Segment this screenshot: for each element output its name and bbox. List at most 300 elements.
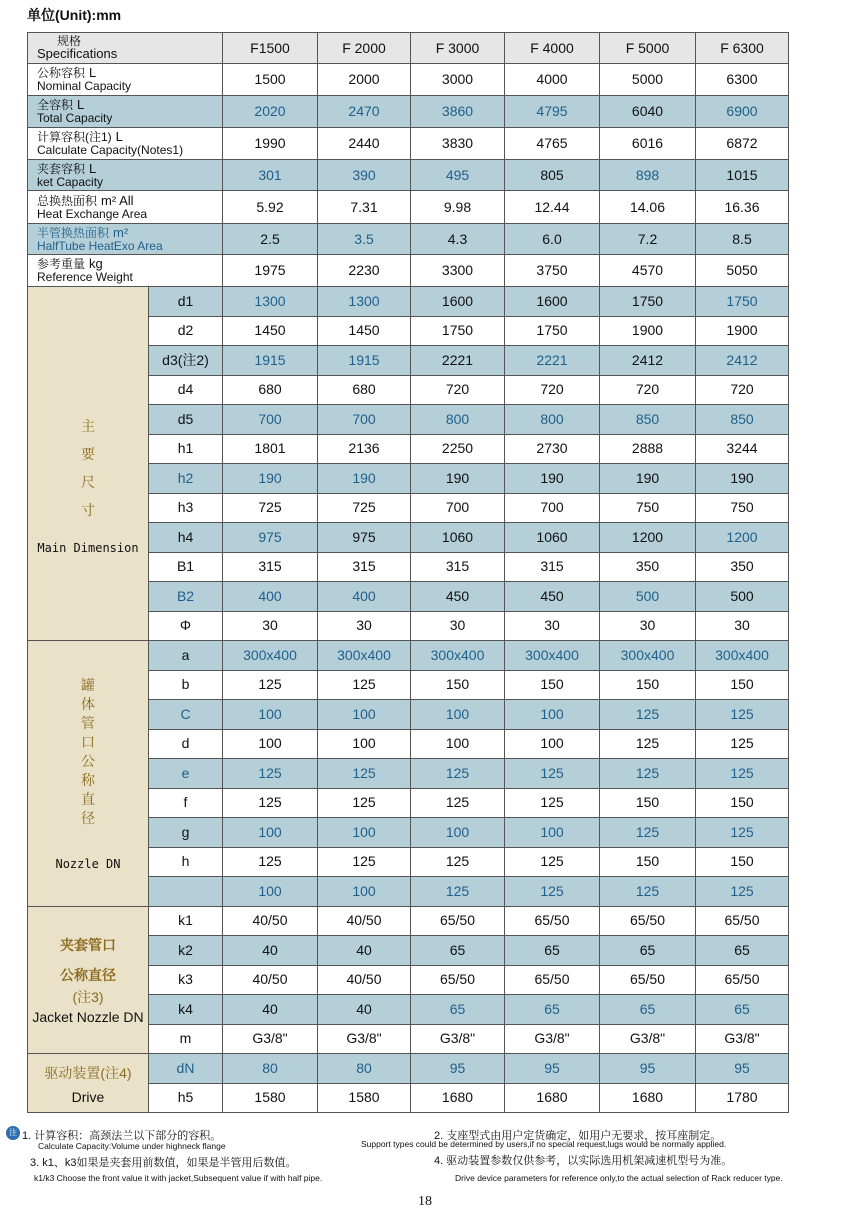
value-cell: 2221 — [505, 346, 600, 376]
value-cell: 2020 — [223, 96, 318, 128]
main-dimension-zh-char: 尺 — [81, 474, 95, 491]
main-dimension-zh-char: 主 — [81, 418, 95, 435]
value-cell: 300x400 — [411, 641, 505, 671]
value-cell: 400 — [223, 582, 318, 612]
jacket-key: k2 — [149, 936, 223, 966]
value-cell: 850 — [696, 405, 789, 435]
value-cell: 720 — [411, 375, 505, 405]
model-header: F 6300 — [696, 33, 789, 64]
spec-label — [28, 255, 223, 287]
value-cell: 30 — [505, 611, 600, 641]
value-cell: 40/50 — [318, 906, 411, 936]
value-cell: 3860 — [411, 96, 505, 128]
value-cell: 1060 — [411, 523, 505, 553]
value-cell: 16.36 — [696, 191, 789, 224]
spec-label — [28, 224, 223, 255]
value-cell: 190 — [696, 464, 789, 494]
value-cell: 125 — [318, 670, 411, 700]
value-cell: 65/50 — [696, 965, 789, 995]
jacket-group-label — [28, 906, 149, 1054]
value-cell: 65 — [505, 936, 600, 966]
spec-label-en: HalfTube HeatExo Area — [37, 238, 163, 253]
value-cell: 700 — [318, 405, 411, 435]
value-cell: 1580 — [318, 1083, 411, 1113]
value-cell: 125 — [318, 759, 411, 789]
value-cell: 65 — [411, 936, 505, 966]
value-cell: 125 — [223, 847, 318, 877]
value-cell: 1750 — [411, 316, 505, 346]
value-cell: 1975 — [223, 255, 318, 287]
value-cell: 150 — [696, 670, 789, 700]
spec-label-en: Reference Weight — [37, 270, 133, 285]
main-dimension-en: Main Dimension — [37, 541, 139, 556]
value-cell: 80 — [223, 1054, 318, 1084]
specification-table — [27, 32, 789, 1113]
spec-unit: L — [89, 65, 97, 81]
value-cell: 3.5 — [318, 224, 411, 255]
value-cell: 680 — [223, 375, 318, 405]
note-2-zh: 2. 支座型式由用户定货确定，如用户无要求，按耳座制定。 — [434, 1130, 722, 1142]
value-cell: 350 — [696, 552, 789, 582]
value-cell: 150 — [411, 670, 505, 700]
value-cell: G3/8" — [223, 1024, 318, 1054]
value-cell: 125 — [505, 847, 600, 877]
value-cell: 2470 — [318, 96, 411, 128]
value-cell: 1450 — [223, 316, 318, 346]
value-cell: 700 — [223, 405, 318, 435]
spec-label-en: ket Capacity — [37, 174, 104, 189]
main_dimension-key: d5 — [149, 405, 223, 435]
value-cell: 2888 — [600, 434, 696, 464]
jacket-zh-line1: 夹套管口 — [60, 937, 116, 954]
value-cell: 150 — [505, 670, 600, 700]
value-cell: 65/50 — [411, 906, 505, 936]
model-header: F1500 — [223, 33, 318, 64]
drive-key: dN — [149, 1054, 223, 1084]
value-cell: 190 — [505, 464, 600, 494]
value-cell: 2000 — [318, 64, 411, 96]
value-cell: 301 — [223, 160, 318, 191]
value-cell: 2221 — [411, 346, 505, 376]
value-cell: 125 — [318, 788, 411, 818]
nozzle-zh-char: 径 — [81, 809, 95, 826]
spec-unit: L — [89, 160, 97, 176]
main_dimension-key: d4 — [149, 375, 223, 405]
value-cell: 125 — [696, 700, 789, 730]
spec-label-zh — [37, 130, 222, 144]
value-cell: 3300 — [411, 255, 505, 287]
value-cell: 300x400 — [505, 641, 600, 671]
nozzle-key: h — [149, 847, 223, 877]
value-cell: 3244 — [696, 434, 789, 464]
nozzle-key: C — [149, 700, 223, 730]
value-cell: 65 — [696, 936, 789, 966]
jacket-row — [28, 906, 789, 936]
spec-row — [28, 224, 789, 255]
value-cell: 975 — [318, 523, 411, 553]
spec-label — [28, 191, 223, 224]
jacket-key: m — [149, 1024, 223, 1054]
spec-unit: kg — [89, 256, 103, 272]
value-cell: 1500 — [223, 64, 318, 96]
nozzle-en: Nozzle DN — [55, 856, 121, 871]
value-cell: 750 — [600, 493, 696, 523]
value-cell: 1780 — [696, 1083, 789, 1113]
value-cell: 350 — [600, 552, 696, 582]
spec-label — [28, 160, 223, 191]
value-cell: 125 — [696, 877, 789, 907]
value-cell: 65/50 — [505, 965, 600, 995]
value-cell: 95 — [696, 1054, 789, 1084]
value-cell: 1450 — [318, 316, 411, 346]
value-cell: 1801 — [223, 434, 318, 464]
value-cell: 65/50 — [505, 906, 600, 936]
value-cell: 700 — [411, 493, 505, 523]
value-cell: G3/8" — [696, 1024, 789, 1054]
main_dimension-key: h1 — [149, 434, 223, 464]
value-cell: 725 — [223, 493, 318, 523]
value-cell: 1900 — [600, 316, 696, 346]
note-3-zh: 3. k1、k3如果是夹套用前数值，如果是半管用后数值。 — [30, 1157, 297, 1169]
value-cell: 725 — [318, 493, 411, 523]
value-cell: 100 — [411, 700, 505, 730]
nozzle-zh-char: 口 — [81, 733, 95, 750]
value-cell: 7.2 — [600, 224, 696, 255]
value-cell: 100 — [505, 700, 600, 730]
value-cell: 125 — [411, 759, 505, 789]
drive-row — [28, 1054, 789, 1084]
spec-zh-text: 公称容积 — [37, 66, 86, 81]
value-cell: 7.31 — [318, 191, 411, 224]
value-cell: 150 — [696, 788, 789, 818]
nozzle-zh-char: 管 — [81, 714, 95, 731]
value-cell: 6016 — [600, 128, 696, 160]
value-cell: 125 — [411, 877, 505, 907]
unit-label: 单位(Unit):mm — [27, 7, 122, 23]
spec-label-zh — [37, 162, 222, 176]
main_dimension-key: h3 — [149, 493, 223, 523]
nozzle-zh-char: 称 — [81, 771, 95, 788]
value-cell: 3750 — [505, 255, 600, 287]
value-cell: 125 — [696, 729, 789, 759]
value-cell: 125 — [318, 847, 411, 877]
value-cell: 975 — [223, 523, 318, 553]
value-cell: 800 — [411, 405, 505, 435]
value-cell: G3/8" — [505, 1024, 600, 1054]
spec-label-en: Total Capacity — [37, 111, 113, 126]
value-cell: 3830 — [411, 128, 505, 160]
value-cell: 315 — [411, 552, 505, 582]
jacket-key: k3 — [149, 965, 223, 995]
page-number: 18 — [418, 1194, 432, 1209]
value-cell: 5000 — [600, 64, 696, 96]
value-cell: 1600 — [505, 287, 600, 317]
value-cell: 2412 — [696, 346, 789, 376]
value-cell: 3000 — [411, 64, 505, 96]
spec-label-zh — [37, 194, 222, 208]
value-cell: 65/50 — [600, 965, 696, 995]
jacket-en: Jacket Nozzle DN — [32, 1009, 144, 1026]
header-row — [28, 33, 789, 64]
value-cell: 125 — [505, 759, 600, 789]
value-cell: 80 — [318, 1054, 411, 1084]
spec-unit: L — [77, 97, 85, 113]
value-cell: 6900 — [696, 96, 789, 128]
value-cell: 125 — [411, 847, 505, 877]
model-header: F 2000 — [318, 33, 411, 64]
value-cell: 805 — [505, 160, 600, 191]
value-cell: 495 — [411, 160, 505, 191]
value-cell: 500 — [696, 582, 789, 612]
value-cell: 100 — [505, 818, 600, 848]
value-cell: 720 — [505, 375, 600, 405]
value-cell: 125 — [600, 700, 696, 730]
spec-label — [28, 64, 223, 96]
value-cell: 100 — [318, 877, 411, 907]
value-cell: 450 — [505, 582, 600, 612]
value-cell: 1300 — [223, 287, 318, 317]
nozzle-key: a — [149, 641, 223, 671]
value-cell: 4570 — [600, 255, 696, 287]
value-cell: 150 — [600, 788, 696, 818]
value-cell: 125 — [505, 877, 600, 907]
value-cell: 2250 — [411, 434, 505, 464]
value-cell: 2136 — [318, 434, 411, 464]
spec-zh-text: 总换热面积 — [37, 193, 98, 208]
jacket-key: k1 — [149, 906, 223, 936]
main-dimension-zh-char: 要 — [81, 446, 95, 463]
value-cell: 680 — [318, 375, 411, 405]
value-cell: 1200 — [600, 523, 696, 553]
value-cell: 125 — [600, 729, 696, 759]
spec-unit: m² All — [101, 192, 134, 208]
value-cell: 6.0 — [505, 224, 600, 255]
value-cell: 750 — [696, 493, 789, 523]
nozzle-row — [28, 641, 789, 671]
nozzle-key: f — [149, 788, 223, 818]
value-cell: 14.06 — [600, 191, 696, 224]
note-4-zh: 4. 驱动装置参数仅供参考，以实际选用机架减速机型号为准。 — [434, 1155, 733, 1167]
model-header: F 3000 — [411, 33, 505, 64]
nozzle-key — [149, 877, 223, 907]
value-cell: 300x400 — [318, 641, 411, 671]
value-cell: 65 — [600, 936, 696, 966]
value-cell: 65 — [505, 995, 600, 1025]
value-cell: 500 — [600, 582, 696, 612]
value-cell: 315 — [505, 552, 600, 582]
value-cell: 95 — [411, 1054, 505, 1084]
value-cell: 1990 — [223, 128, 318, 160]
value-cell: 30 — [223, 611, 318, 641]
value-cell: 125 — [600, 818, 696, 848]
value-cell: 1750 — [505, 316, 600, 346]
spec-label — [28, 96, 223, 128]
spec-header-cell — [28, 33, 223, 64]
spec-unit: L — [115, 129, 123, 145]
value-cell: 400 — [318, 582, 411, 612]
notes-badge: 注 — [6, 1126, 20, 1140]
value-cell: 100 — [411, 729, 505, 759]
nozzle-zh-char: 罐 — [81, 676, 95, 693]
spec-row — [28, 128, 789, 160]
spec-row — [28, 191, 789, 224]
value-cell: 315 — [318, 552, 411, 582]
value-cell: 4765 — [505, 128, 600, 160]
note-1-en: Calculate Capacity:Volume under highneck flange — [38, 1141, 226, 1151]
nozzle-key: d — [149, 729, 223, 759]
value-cell: 100 — [223, 877, 318, 907]
drive-group-label — [28, 1054, 149, 1113]
main_dimension-key: Φ — [149, 611, 223, 641]
main_dimension-key: B2 — [149, 582, 223, 612]
value-cell: G3/8" — [600, 1024, 696, 1054]
value-cell: 2730 — [505, 434, 600, 464]
value-cell: 65/50 — [411, 965, 505, 995]
value-cell: 125 — [223, 670, 318, 700]
note-4-en: Drive device parameters for reference only,to the actual selection of Rack reducer type. — [455, 1173, 783, 1183]
spec-zh-text: 参考重量 — [37, 257, 86, 272]
value-cell: 100 — [318, 818, 411, 848]
main-dimension-zh-char: 寸 — [81, 502, 95, 519]
value-cell: 700 — [505, 493, 600, 523]
drive-zh: 驱动装置(注4) — [44, 1064, 132, 1081]
value-cell: 40 — [223, 936, 318, 966]
value-cell: 1915 — [318, 346, 411, 376]
value-cell: 12.44 — [505, 191, 600, 224]
value-cell: 100 — [223, 729, 318, 759]
spec-header-zh: 规格 — [57, 33, 82, 48]
spec-row — [28, 64, 789, 96]
value-cell: 1680 — [505, 1083, 600, 1113]
spec-zh-text: 半管换热面积 — [37, 225, 110, 240]
value-cell: 1900 — [696, 316, 789, 346]
value-cell: 40 — [318, 995, 411, 1025]
value-cell: 150 — [600, 670, 696, 700]
value-cell: 30 — [696, 611, 789, 641]
value-cell: 125 — [411, 788, 505, 818]
value-cell: 1680 — [411, 1083, 505, 1113]
value-cell: 2230 — [318, 255, 411, 287]
jacket-key: k4 — [149, 995, 223, 1025]
value-cell: 850 — [600, 405, 696, 435]
value-cell: 40/50 — [223, 906, 318, 936]
value-cell: 95 — [600, 1054, 696, 1084]
value-cell: 100 — [505, 729, 600, 759]
value-cell: 190 — [223, 464, 318, 494]
drive-key: h5 — [149, 1083, 223, 1113]
value-cell: 95 — [505, 1054, 600, 1084]
value-cell: 300x400 — [696, 641, 789, 671]
value-cell: 2440 — [318, 128, 411, 160]
value-cell: 390 — [318, 160, 411, 191]
spec-label-zh — [37, 257, 222, 271]
spec-label-zh — [37, 226, 222, 240]
main_dimension-row — [28, 287, 789, 317]
value-cell: 300x400 — [223, 641, 318, 671]
spec-label-en: Nominal Capacity — [37, 79, 132, 94]
model-header: F 5000 — [600, 33, 696, 64]
main_dimension-key: h2 — [149, 464, 223, 494]
spec-header-en: Specifications — [37, 46, 118, 62]
value-cell: 150 — [696, 847, 789, 877]
value-cell: 65/50 — [600, 906, 696, 936]
value-cell: 4000 — [505, 64, 600, 96]
value-cell: 190 — [600, 464, 696, 494]
value-cell: 125 — [696, 818, 789, 848]
spec-label-en: Heat Exchange Area — [37, 206, 148, 221]
value-cell: 125 — [600, 877, 696, 907]
spec-zh-text: 计算容积(注1) — [37, 130, 112, 145]
value-cell: 65 — [411, 995, 505, 1025]
value-cell: 30 — [600, 611, 696, 641]
spec-zh-text: 夹套容积 — [37, 161, 86, 176]
value-cell: 100 — [223, 818, 318, 848]
nozzle-key: e — [149, 759, 223, 789]
value-cell: 40/50 — [223, 965, 318, 995]
value-cell: 30 — [411, 611, 505, 641]
nozzle-key: g — [149, 818, 223, 848]
note-2-en: Support types could be determined by users,if no special request,lugs would be normally applied. — [361, 1139, 727, 1149]
value-cell: 898 — [600, 160, 696, 191]
value-cell: 1300 — [318, 287, 411, 317]
value-cell: G3/8" — [411, 1024, 505, 1054]
value-cell: 8.5 — [696, 224, 789, 255]
note-1-zh: 1. 计算容积：高颈法兰以下部分的容积。 — [22, 1130, 222, 1142]
value-cell: 5050 — [696, 255, 789, 287]
value-cell: 1060 — [505, 523, 600, 553]
value-cell: 6040 — [600, 96, 696, 128]
value-cell: 4.3 — [411, 224, 505, 255]
spec-row — [28, 160, 789, 191]
value-cell: 5.92 — [223, 191, 318, 224]
spec-zh-text: 全容积 — [37, 98, 74, 113]
value-cell: 100 — [223, 700, 318, 730]
value-cell: 100 — [411, 818, 505, 848]
value-cell: 2412 — [600, 346, 696, 376]
main_dimension-group-label — [28, 287, 149, 641]
nozzle-zh-char: 直 — [81, 790, 95, 807]
main_dimension-key: d1 — [149, 287, 223, 317]
spec-label — [28, 128, 223, 160]
value-cell: 1580 — [223, 1083, 318, 1113]
value-cell: 6300 — [696, 64, 789, 96]
value-cell: 1750 — [600, 287, 696, 317]
value-cell: 720 — [600, 375, 696, 405]
value-cell: 100 — [318, 700, 411, 730]
drive-en: Drive — [71, 1088, 105, 1105]
value-cell: 125 — [223, 759, 318, 789]
nozzle-zh-char: 公 — [81, 752, 95, 769]
value-cell: 1915 — [223, 346, 318, 376]
value-cell: 1200 — [696, 523, 789, 553]
nozzle-group-label — [28, 641, 149, 907]
spec-label-zh — [37, 66, 222, 80]
value-cell: 100 — [318, 729, 411, 759]
main_dimension-key: d2 — [149, 316, 223, 346]
value-cell: 300x400 — [600, 641, 696, 671]
spec-unit: m² — [113, 224, 129, 240]
value-cell: 450 — [411, 582, 505, 612]
value-cell: 720 — [696, 375, 789, 405]
nozzle-zh-char: 体 — [81, 695, 95, 712]
value-cell: 40 — [318, 936, 411, 966]
value-cell: 315 — [223, 552, 318, 582]
main_dimension-key: h4 — [149, 523, 223, 553]
spec-label-en: Calculate Capacity(Notes1) — [37, 143, 184, 158]
value-cell: 125 — [696, 759, 789, 789]
note-3-en: k1/k3 Choose the front value it with jacket,Subsequent value if with half pipe. — [34, 1173, 323, 1183]
value-cell: 190 — [411, 464, 505, 494]
